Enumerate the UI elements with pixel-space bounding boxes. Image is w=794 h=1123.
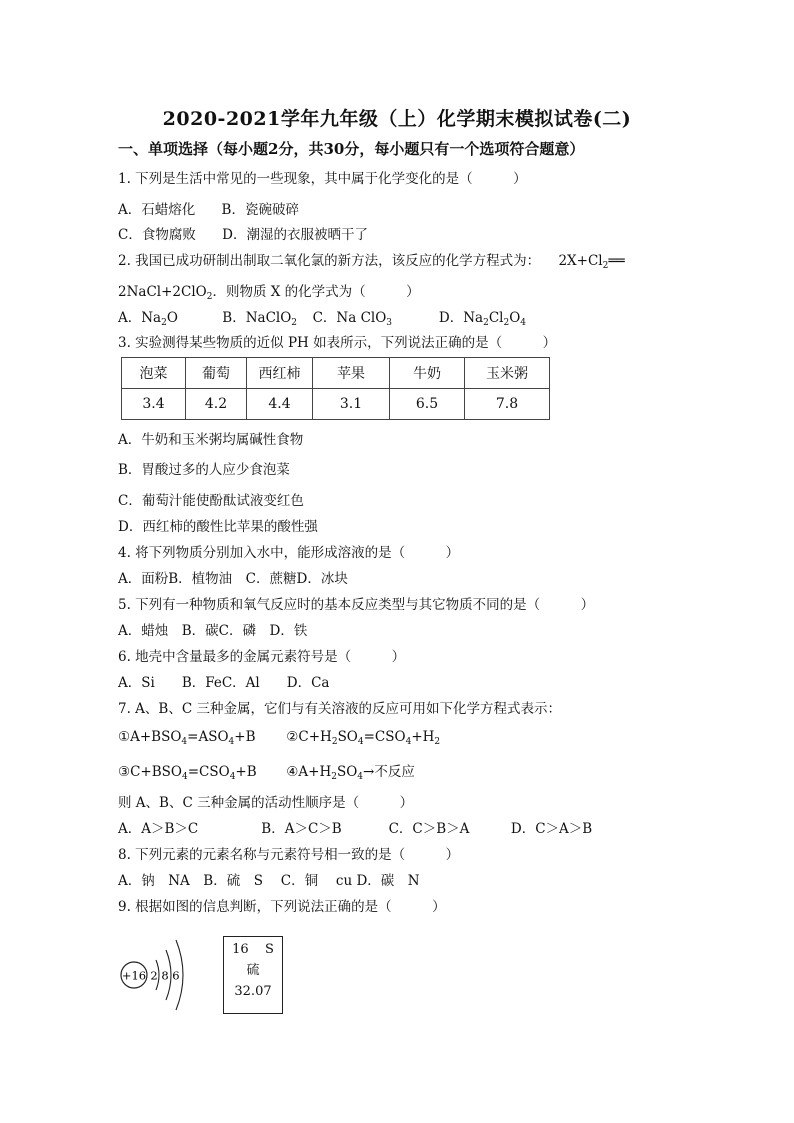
question-7-stem: 7. A、B、C 三种金属，它们与有关溶液的反应可用如下化学方程式表示： xyxy=(118,701,561,717)
option-c: C．葡萄汁能使酚酞试液变红色 xyxy=(118,493,304,509)
reaction-3: $③C+BSO_4=CSO_4+B$ xyxy=(118,764,257,782)
question-7-options xyxy=(118,817,592,837)
question-6-stem: 6. 地壳中含量最多的金属元素符号是（ ） xyxy=(118,649,406,665)
question-2-options xyxy=(118,306,526,328)
table-header: 泡菜 xyxy=(122,358,186,389)
table-header-row xyxy=(122,358,550,389)
table-row xyxy=(122,389,550,420)
table-cell: 3.1 xyxy=(313,389,390,420)
element-symbol: S xyxy=(264,942,274,957)
question-4-stem: 4. 将下列物质分别加入水中，能形成溶液的是（ ） xyxy=(118,545,460,561)
reaction-1: $①A+BSO_4=ASO_4+B$ xyxy=(118,729,256,747)
table-cell: 4.4 xyxy=(247,389,313,420)
table-header: 西红柿 xyxy=(247,358,313,389)
option-d: D．C＞A＞B xyxy=(510,821,593,837)
table-cell: 4.2 xyxy=(186,389,247,420)
question-1-options-row2 xyxy=(118,223,368,243)
nucleus-charge: +16 xyxy=(121,968,147,983)
option-a: A．A＞B＞C xyxy=(118,821,199,837)
question-9-stem: 9. 根据如图的信息判断，下列说法正确的是（ ） xyxy=(118,899,446,915)
question-8-stem: 8. 下列元素的元素名称与元素符号相一致的是（ ） xyxy=(118,847,460,863)
question-5-stem: 5. 下列有一种物质和氧气反应时的基本反应类型与其它物质不同的是（ ） xyxy=(118,597,595,613)
sulfur-atom-structure-diagram xyxy=(116,930,206,1020)
option-c: C．C＞B＞A xyxy=(388,821,470,837)
question-8-options: A．钠 NA B．硫 S C．铜 cu D．碳 N xyxy=(118,873,420,889)
question-2-stem-line2: 2NaCl+2ClO$_2$．则物质 X 的化学式为（ ） xyxy=(118,284,420,302)
question-1-stem: 1. 下列是生活中常见的一些现象，其中属于化学变化的是（ ） xyxy=(118,171,527,187)
reaction-4: $④A+H_2SO_4\to$不反应 xyxy=(286,764,415,782)
question-2-stem: 2. 我国已成功研制出制取二氧化氯的新方法，该反应的化学方程式为： $2X+Cl_2══$ xyxy=(118,253,625,271)
option-c: C．食物腐败 xyxy=(118,227,196,243)
ph-table xyxy=(121,357,550,420)
atomic-mass: 32.07 xyxy=(234,984,272,999)
table-header: 苹果 xyxy=(313,358,390,389)
table-cell: 6.5 xyxy=(390,389,465,420)
option-a: A．牛奶和玉米粥均属碱性食物 xyxy=(118,432,304,448)
option-a: A．石蜡熔化 xyxy=(118,202,196,218)
element-card-sulfur xyxy=(223,936,283,1014)
question-3-stem: 3. 实验测得某些物质的近似 PH 如表所示，下列说法正确的是（ ） xyxy=(118,335,557,351)
question-1-options-row1 xyxy=(118,198,299,218)
atomic-number: 16 xyxy=(232,942,249,957)
element-name: 硫 xyxy=(246,963,260,978)
table-header: 葡萄 xyxy=(186,358,247,389)
option-b: B．NaClO$_2$ xyxy=(222,310,298,328)
option-d: D．潮湿的衣服被晒干了 xyxy=(222,227,368,243)
table-header: 牛奶 xyxy=(390,358,465,389)
option-b: B．A＞C＞B xyxy=(261,821,342,837)
option-b: B．瓷碗破碎 xyxy=(221,202,299,218)
option-c: C．Na ClO$_3$ xyxy=(312,310,393,328)
electron-shells: 2 8 6 xyxy=(150,968,180,983)
reaction-2: $②C+H_2SO_4=CSO_4+H_2$ xyxy=(286,729,441,747)
question-5-options: A．蜡烛 B．碳C．磷 D．铁 xyxy=(118,623,308,639)
reaction-row-2 xyxy=(118,760,415,782)
option-a: A．$Na_2O$ xyxy=(118,310,178,328)
page-title: 2020-2021学年九年级（上）化学期末模拟试卷(二) xyxy=(162,108,632,130)
section-heading: 一、单项选择（每小题2分，共30分，每小题只有一个选项符合题意） xyxy=(118,140,585,158)
question-7-ask: 则 A、B、C 三种金属的活动性顺序是（ ） xyxy=(118,795,414,811)
option-d: D．西红柿的酸性比苹果的酸性强 xyxy=(118,519,318,535)
equation: $2X+Cl_2══$ xyxy=(558,253,625,271)
option-b: B．胃酸过多的人应少食泡菜 xyxy=(118,462,290,478)
option-d: D．$Na_2Cl_2O_4$ xyxy=(438,310,527,328)
question-4-options: A．面粉B．植物油 C．蔗糖D．冰块 xyxy=(118,571,348,587)
table-cell: 7.8 xyxy=(465,389,550,420)
reaction-row-1 xyxy=(118,729,440,747)
question-6-options: A．Si B．FeC．Al D．Ca xyxy=(118,675,330,691)
table-cell: 3.4 xyxy=(122,389,186,420)
table-header: 玉米粥 xyxy=(465,358,550,389)
